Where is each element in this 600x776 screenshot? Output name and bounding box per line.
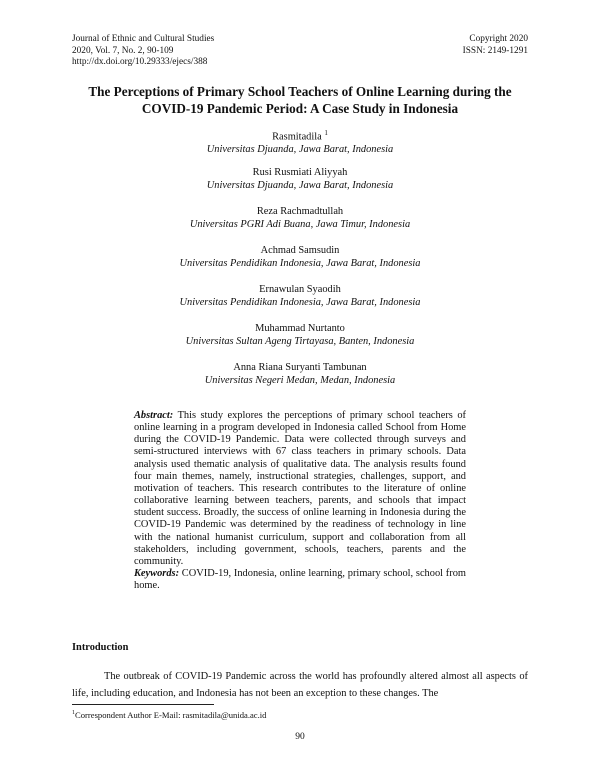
author-name: Achmad Samsudin [260, 245, 340, 256]
author-name: Muhammad Nurtanto [255, 323, 345, 334]
author [0, 166, 600, 205]
abstract-paragraph [134, 410, 466, 568]
author-affiliation: Universitas Pendidikan Indonesia, Jawa Barat, Indonesia [179, 297, 421, 308]
author-affiliation: Universitas Djuanda, Jawa Barat, Indonesia [206, 144, 394, 156]
footnote-text: Correspondent Author E-Mail: rasmitadila@unida.ac.id [75, 710, 267, 720]
title-line-2: COVID-19 Pandemic Period: A Case Study in Indonesia [141, 101, 459, 116]
author-name: Reza Rachmadtullah [256, 206, 344, 217]
journal-volume: 2020, Vol. 7, No. 2, 90-109 [72, 45, 174, 56]
footnote [72, 710, 266, 720]
introduction-text: The outbreak of COVID-19 Pandemic across the world has profoundly altered almost all aspects of life, including education, and Indonesia has not been an exception to these changes. The [72, 671, 528, 699]
author-name: Rasmitadila $^1$ [272, 129, 328, 143]
author [0, 127, 600, 166]
author-affiliation: Universitas Pendidikan Indonesia, Jawa Barat, Indonesia [179, 258, 421, 269]
title-line-1: The Perceptions of Primary School Teachers of Online Learning during the [88, 84, 512, 99]
author-name: Ernawulan Syaodih [259, 284, 341, 295]
journal-name: Journal of Ethnic and Cultural Studies [72, 34, 215, 44]
footnote-divider [72, 704, 214, 705]
author-affiliation: Universitas Djuanda, Jawa Barat, Indonesia [206, 180, 394, 191]
copyright-header [463, 34, 528, 57]
author [0, 283, 600, 322]
doi-link[interactable]: http://dx.doi.org/10.29333/ejecs/388 [72, 57, 208, 67]
author-name: Rusi Rusmiati Aliyyah [252, 167, 348, 178]
author-affiliation: Universitas PGRI Adi Buana, Jawa Timur, Indonesia [189, 219, 411, 230]
author [0, 322, 600, 361]
author-affiliation: Universitas Negeri Medan, Medan, Indonesia [204, 375, 396, 386]
author [0, 205, 600, 244]
journal-header [72, 34, 214, 69]
author-footnote-marker: 1 [324, 129, 328, 137]
issn: ISSN: 2149-1291 [462, 45, 528, 56]
paper-title [60, 83, 540, 117]
abstract-text: This study explores the perceptions of primary school teachers of online learning in a program developed in Indonesia called School from Home during the COVID-19 Pandemic. Data were collected through surveys and semi-structured interviews with 67 class teachers in primary schools. Data analysis used thematic analysis of qualitative data. The analysis results found four main themes, namely, instructional strategies, challenges, support, and motivation of teachers. This research contributes to the literature of online collaborative learning between teachers, parents, and schools that impact student success. Broadly, the success of online learning in Indonesia during the COVID-19 Pandemic was determined by the readiness of technology in line with the national humanist curriculum, support and collaboration from all stakeholders, including government, schools, teachers, parents and the community. [134, 410, 466, 567]
page-number: 90 [295, 732, 305, 742]
footnote-marker: 1 [72, 710, 75, 717]
author-affiliation: Universitas Sultan Ageng Tirtayasa, Banten, Indonesia [185, 336, 415, 347]
keywords-label: Keywords: [134, 568, 180, 580]
author-list [0, 127, 600, 400]
author [0, 244, 600, 283]
keywords [134, 568, 466, 592]
abstract-label: Abstract: [134, 410, 174, 421]
author [0, 361, 600, 400]
copyright: Copyright 2020 [469, 34, 528, 44]
abstract [134, 410, 466, 592]
keywords-text: COVID-19, Indonesia, online learning, primary school, school from home. [134, 568, 466, 592]
introduction-heading: Introduction [72, 642, 129, 653]
author-name: Anna Riana Suryanti Tambunan [233, 362, 367, 373]
